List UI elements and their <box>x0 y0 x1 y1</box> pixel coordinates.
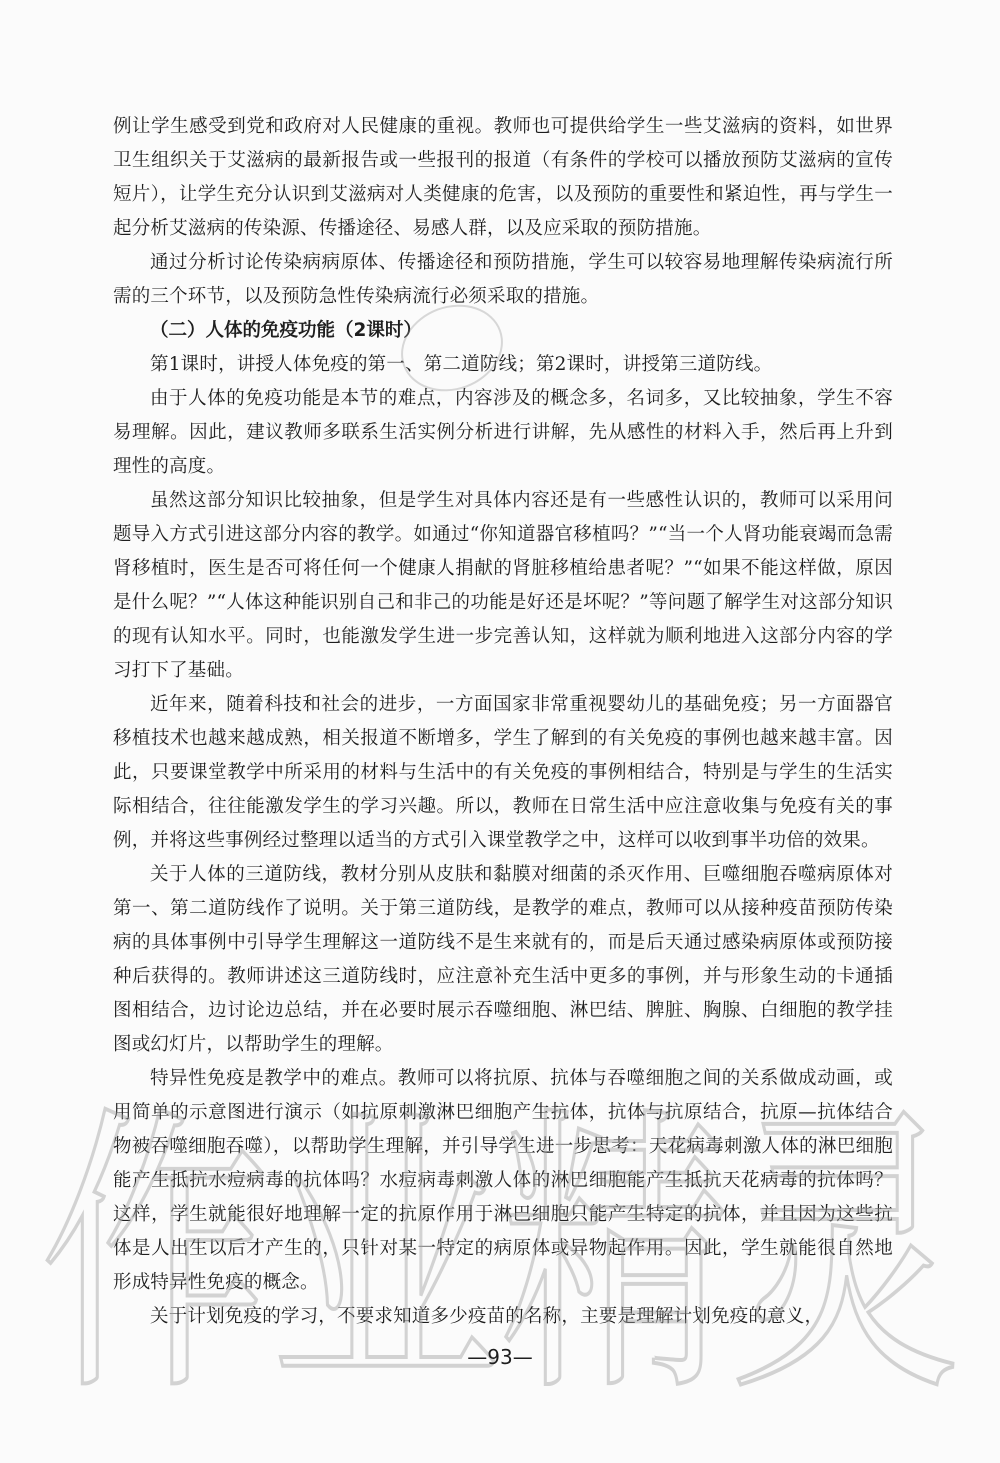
section-heading: （二）人体的免疫功能（2课时） <box>150 320 422 341</box>
paragraph-4: 由于人体的免疫功能是本节的难点，内容涉及的概念多，名词多，又比较抽象，学生不容易理解。因此，建议教师多联系生活实例分析进行讲解，先从感性的材料入手，然后再上升到理性的高度。 <box>113 388 893 477</box>
paragraph-7: 关于人体的三道防线，教材分别从皮肤和黏膜对细菌的杀灭作用、巨噬细胞吞噬病原体对第一、第二道防线作了说明。关于第三道防线，是教学的难点，教师可以从接种疫苗预防传染病的具体事例中引导学生理解这一道防线不是生来就有的，而是后天通过感染病原体或预防接种后获得的。教师讲述这三道防线时，应注意补充生活中更多的事例，并与形象生动的卡通插图相结合，边讨论边总结，并在必要时展示吞噬细胞、淋巴结、脾脏、胸腺、白细胞的教学挂图或幻灯片，以帮助学生的理解。 <box>113 864 893 1055</box>
page-number: —93— <box>467 1345 533 1369</box>
watermark-text: 作业精灵 <box>40 1082 960 1420</box>
paragraph-2: 通过分析讨论传染病病原体、传播途径和预防措施，学生可以较容易地理解传染病流行所需的三个环节，以及预防急性传染病流行必须采取的措施。 <box>113 252 893 307</box>
paragraph-6: 近年来，随着科技和社会的进步，一方面国家非常重视婴幼儿的基础免疫；另一方面器官移植技术也越来越成熟，相关报道不断增多，学生了解到的有关免疫的事例也越来越丰富。因此，只要课堂教学中所采用的材料与生活中的有关免疫的事例相结合，特别是与学生的生活实际相结合，往往能激发学生的学习兴趣。所以，教师在日常生活中应注意收集与免疫有关的事例，并将这些事例经过整理以适当的方式引入课堂教学之中，这样可以收到事半功倍的效果。 <box>113 694 893 851</box>
paragraph-3: 第1课时，讲授人体免疫的第一、第二道防线；第2课时，讲授第三道防线。 <box>150 354 773 375</box>
paragraph-1: 例让学生感受到党和政府对人民健康的重视。教师也可提供给学生一些艾滋病的资料，如世界卫生组织关于艾滋病的最新报告或一些报刊的报道（有条件的学校可以播放预防艾滋病的宣传短片），让学生充分认识到艾滋病对人类健康的危害，以及预防的重要性和紧迫性，再与学生一起分析艾滋病的传染源、传播途径、易感人群，以及应采取的预防措施。 <box>113 116 893 239</box>
paragraph-9: 关于计划免疫的学习，不要求知道多少疫苗的名称，主要是理解计划免疫的意义， <box>150 1306 824 1327</box>
paragraph-5: 虽然这部分知识比较抽象，但是学生对具体内容还是有一些感性认识的，教师可以采用问题导入方式引进这部分内容的教学。如通过“你知道器官移植吗？”“当一个人肾功能衰竭而急需肾移植时，医生是否可将任何一个健康人捐献的肾脏移植给患者呢？”“如果不能这样做，原因是什么呢？”“人体这种能识别自己和非己的功能是好还是坏呢？”等问题了解学生对这部分知识的现有认知水平。同时，也能激发学生进一步完善认知，这样就为顺利地进入这部分内容的学习打下了基础。 <box>113 490 893 681</box>
paragraph-8: 特异性免疫是教学中的难点。教师可以将抗原、抗体与吞噬细胞之间的关系做成动画，或用简单的示意图进行演示（如抗原刺激淋巴细胞产生抗体，抗体与抗原结合，抗原—抗体结合物被吞噬细胞吞噬），以帮助学生理解，并引导学生进一步思考：天花病毒刺激人体的淋巴细胞能产生抵抗水痘病毒的抗体吗？水痘病毒刺激人体的淋巴细胞能产生抵抗天花病毒的抗体吗？这样，学生就能很好地理解一定的抗原作用于淋巴细胞只能产生特定的抗体，并且因为这些抗体是人出生以后才产生的，只针对某一特定的病原体或异物起作用。因此，学生就能很自然地形成特异性免疫的概念。 <box>113 1068 893 1293</box>
page-content <box>113 110 893 1334</box>
